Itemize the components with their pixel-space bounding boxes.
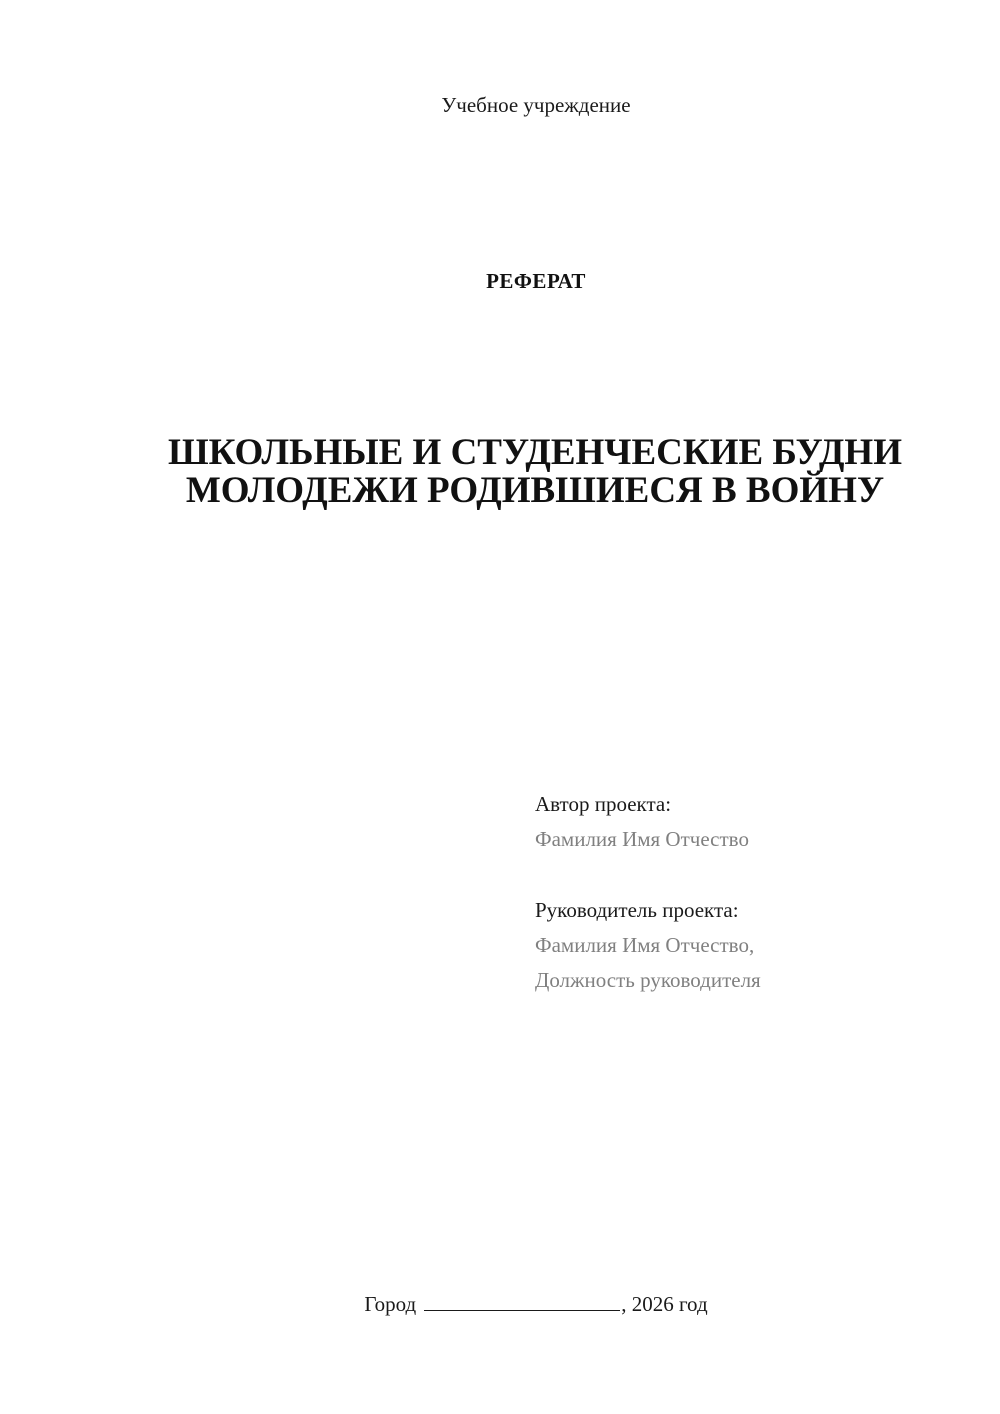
title-line-1: ШКОЛЬНЫЕ И СТУДЕНЧЕСКИЕ БУДНИ xyxy=(168,432,902,473)
supervisor-name: Фамилия Имя Отчество, xyxy=(535,933,755,957)
institution-name: Учебное учреждение xyxy=(441,93,631,117)
title-line-2: МОЛОДЕЖИ РОДИВШИЕСЯ В ВОЙНУ xyxy=(185,470,885,511)
signature-spacer xyxy=(535,857,965,893)
document-type: РЕФЕРАТ xyxy=(486,269,586,293)
supervisor-position: Должность руководителя xyxy=(535,968,761,992)
author-name: Фамилия Имя Отчество xyxy=(535,827,749,851)
year-text: , 2026 год xyxy=(621,1292,708,1316)
supervisor-label: Руководитель проекта: xyxy=(535,898,739,922)
city-year-line xyxy=(0,1290,1000,1318)
author-label: Автор проекта: xyxy=(535,792,672,816)
signature-block xyxy=(535,787,965,998)
document-title xyxy=(100,434,970,510)
city-blank-line xyxy=(424,1290,620,1311)
city-label: Город xyxy=(364,1292,417,1316)
